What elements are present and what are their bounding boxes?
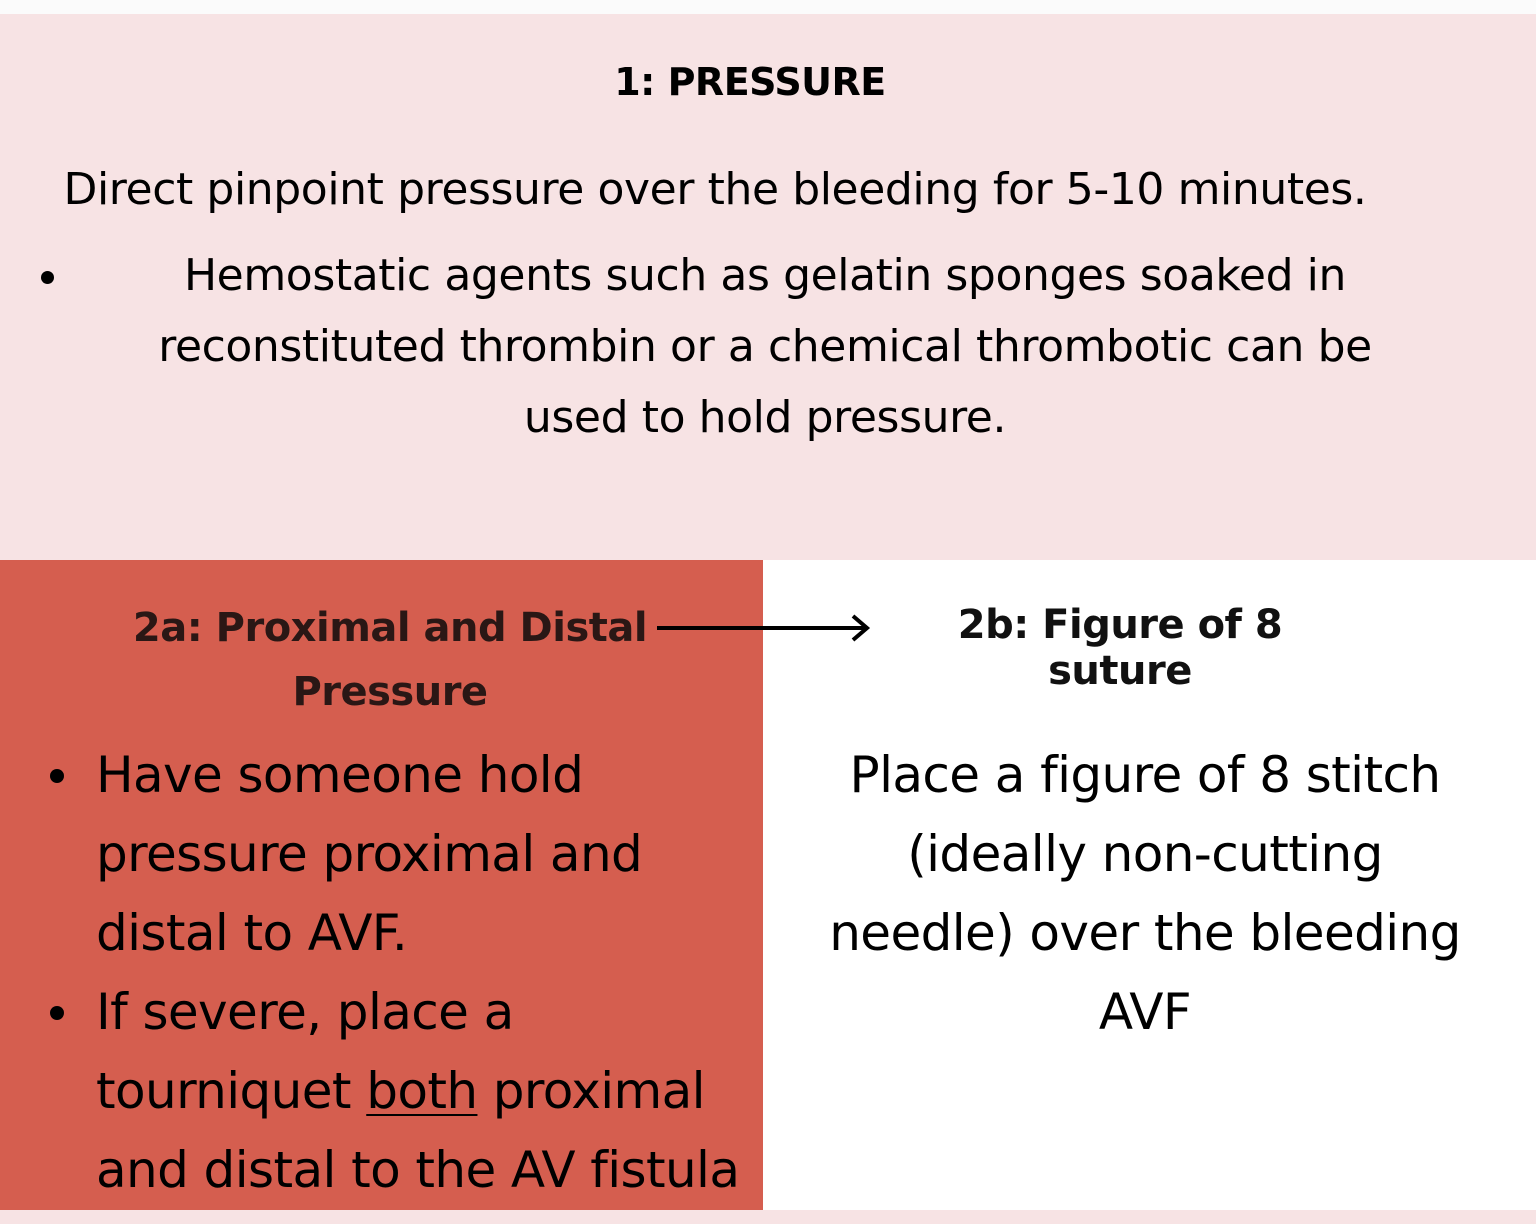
emphasis-both: both xyxy=(366,1062,478,1120)
list-item-text-start: If severe, place a tourniquet xyxy=(96,983,514,1120)
bullet-dot xyxy=(50,769,64,783)
top-strip xyxy=(0,0,1536,14)
section-pressure-text: Direct pinpoint pressure over the bleeding for 5-10 minutes. xyxy=(63,164,1367,215)
section-pressure-bullet: Hemostatic agents such as gelatin sponges soaked in reconstituted thrombin or a chemical thrombotic can be used to hold pressure. xyxy=(158,250,1372,443)
section-figure-of-8-title: 2b: Figure of 8 suture xyxy=(957,602,1283,694)
list-item xyxy=(40,736,760,973)
list-item xyxy=(40,973,760,1210)
bullet-dot xyxy=(41,271,54,284)
section-proximal-distal-title: 2a: Proximal and Distal Pressure xyxy=(132,605,648,715)
bullet-dot xyxy=(50,1006,64,1020)
section-figure-of-8-text: Place a figure of 8 stitch (ideally non-cutting needle) over the bleeding AVF xyxy=(829,746,1461,1041)
arrow-right-icon xyxy=(655,612,877,644)
list-item-text-end: proximal and distal to the AV fistula xyxy=(96,1062,740,1199)
list-item-text: Have someone hold pressure proximal and distal to AVF. xyxy=(96,746,643,962)
section-pressure-title: 1: PRESSURE xyxy=(614,60,886,104)
bottom-strip xyxy=(0,1210,1536,1224)
proximal-distal-list xyxy=(40,736,760,1210)
